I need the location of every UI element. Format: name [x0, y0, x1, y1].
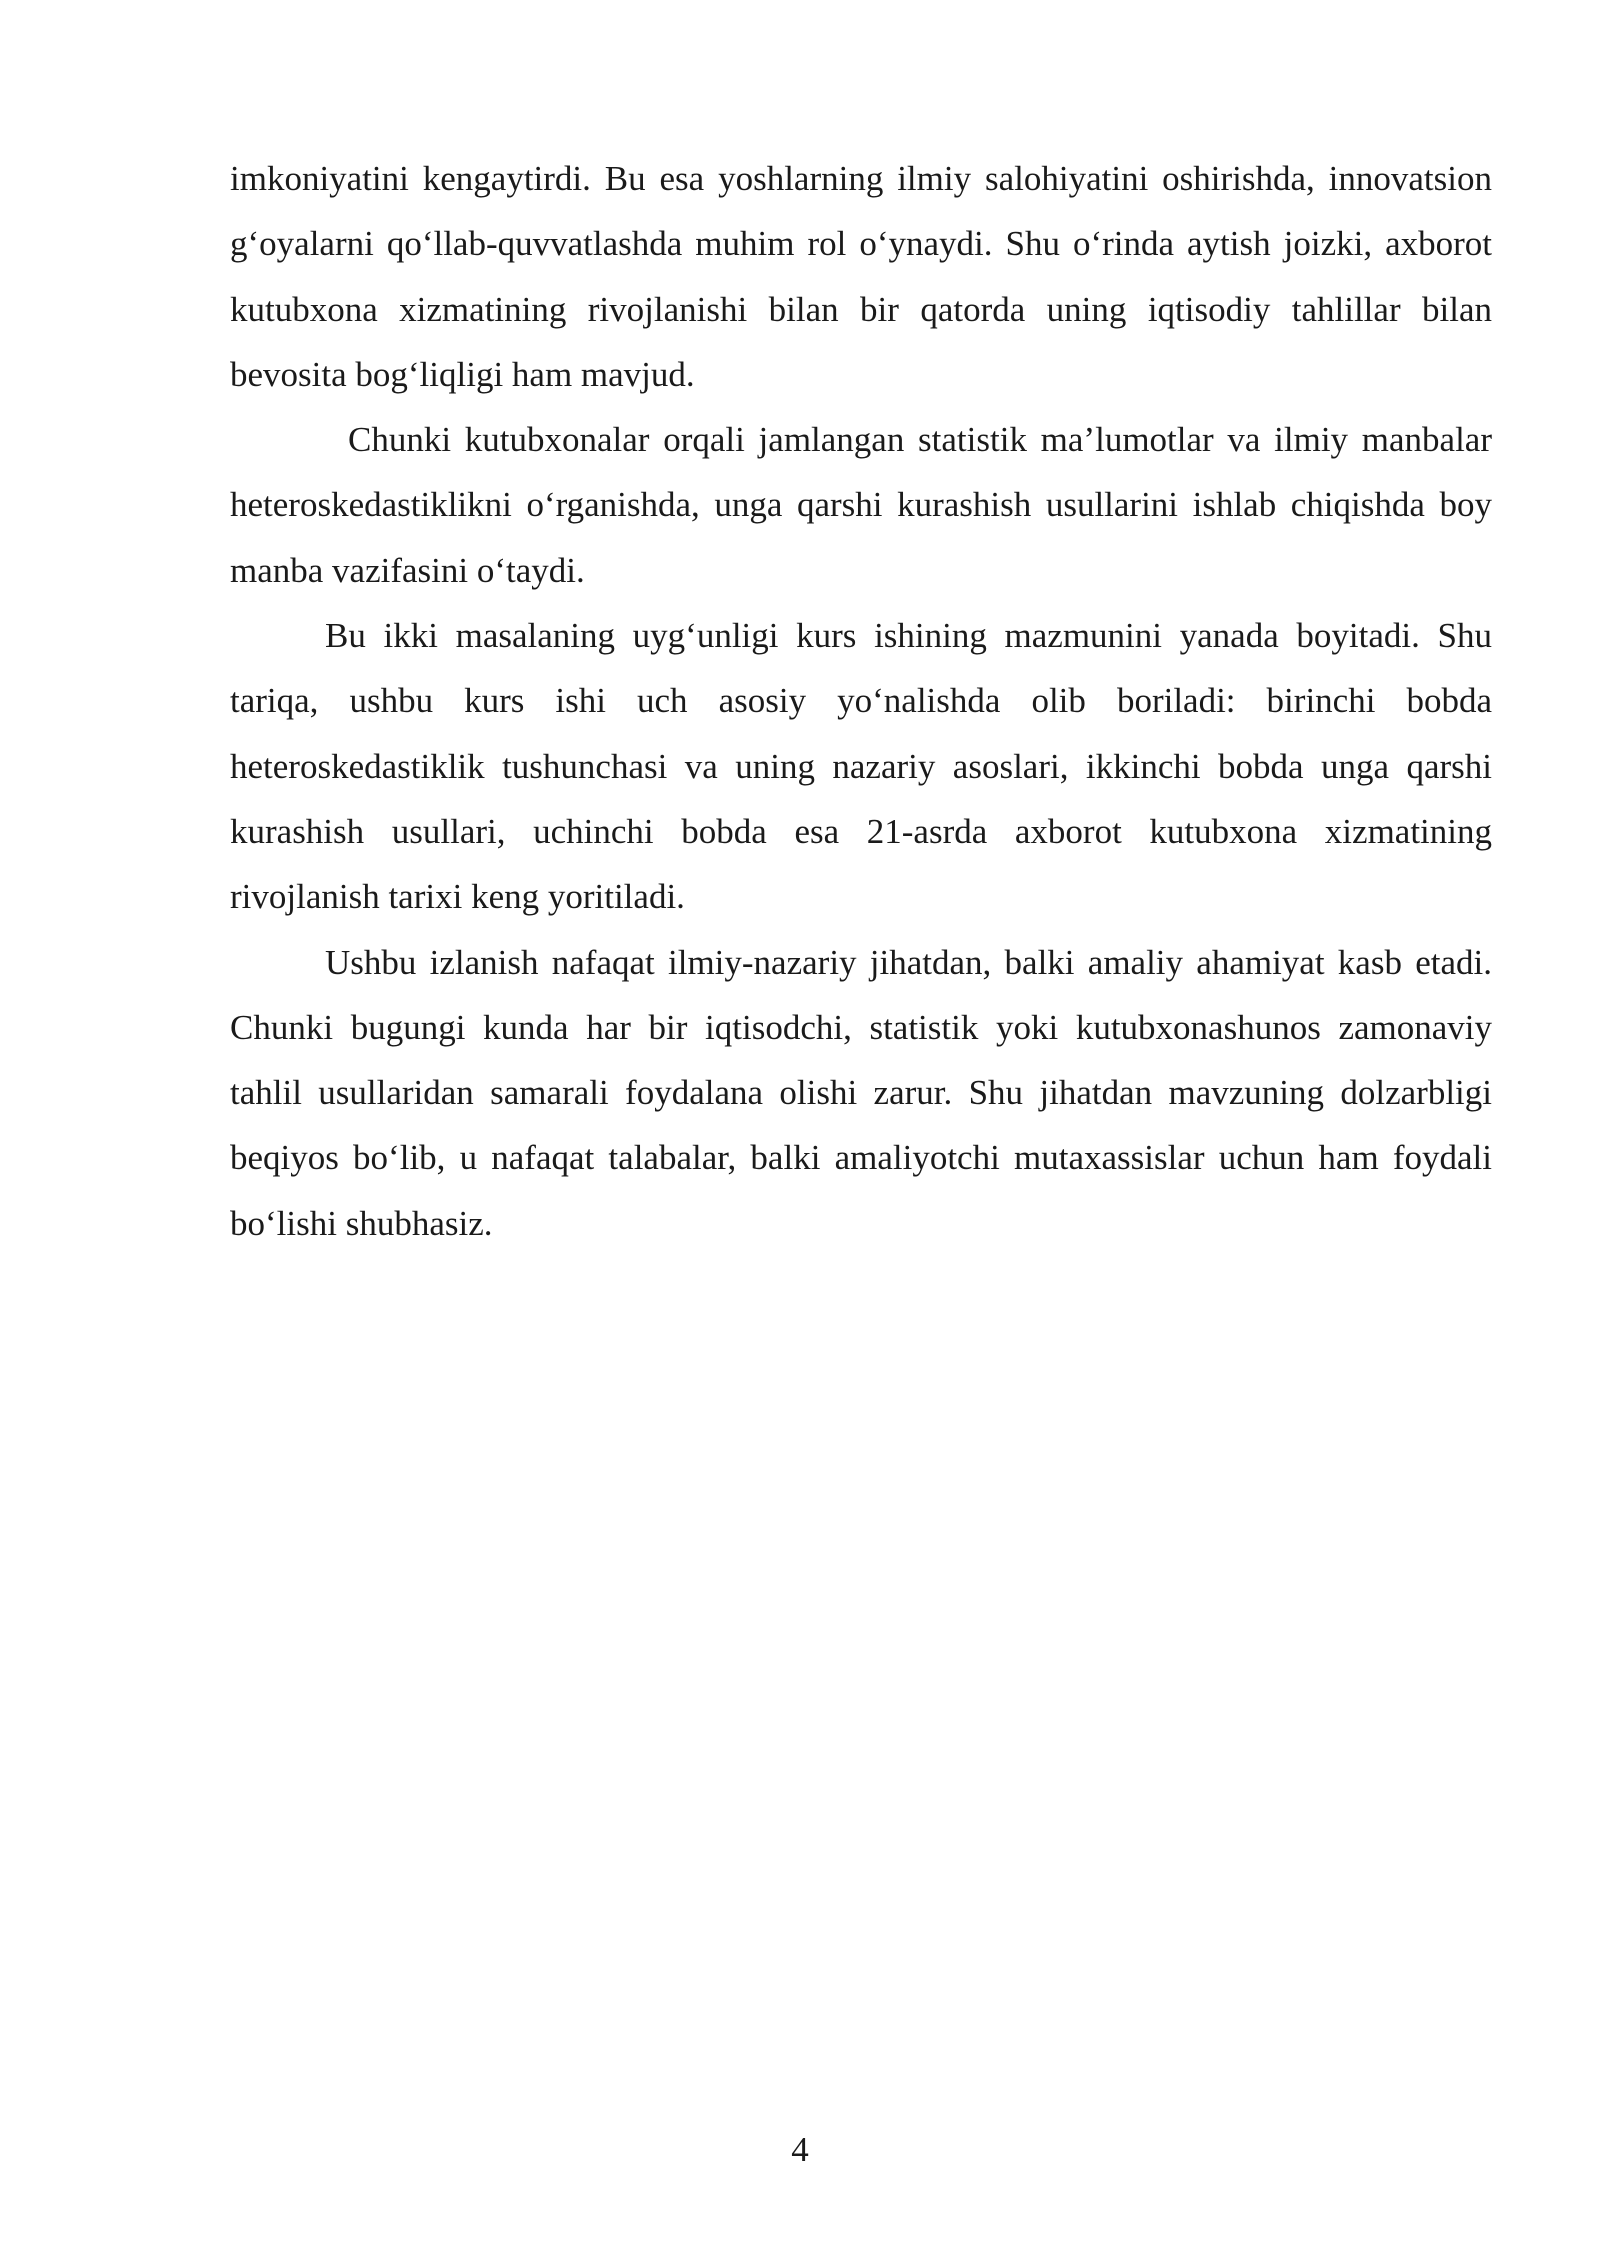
- paragraph-3: Bu ikki masalaning uyg‘unligi kurs ishining mazmunini yanada boyitadi. Shu tariqa, ushbu kurs ishi uch asosiy yo‘nalishda olib boriladi: birinchi bobda heteroskedastiklik tushunchasi va uning nazariy asoslari, ikkinchi bobda unga qarshi kurashish usullari, uchinchi bobda esa 21-asrda axborot kutubxona xizmatining rivojlanish tarixi keng yoritiladi.: [230, 616, 1492, 917]
- paragraph-4: Ushbu izlanish nafaqat ilmiy-nazariy jihatdan, balki amaliy ahamiyat kasb etadi. Chunki bugungi kunda har bir iqtisodchi, statistik yoki kutubxonashunos zamonaviy tahlil usullaridan samarali foydalana olishi zarur. Shu jihatdan mavzuning dolzarbligi beqiyos bo‘lib, u nafaqat talabalar, balki amaliyotchi mutaxassislar uchun ham foydali bo‘lishi shubhasiz.: [230, 942, 1492, 1243]
- page-number: 4: [791, 2130, 809, 2169]
- body-text: [230, 146, 1492, 1256]
- paragraph-1: imkoniyatini kengaytirdi. Bu esa yoshlarning ilmiy salohiyatini oshirishda, innovatsion g‘oyalarni qo‘llab-quvvatlashda muhim rol o‘ynaydi. Shu o‘rinda aytish joizki, axborot kutubxona xizmatining rivojlanishi bilan bir qatorda uning iqtisodiy tahlillar bilan bevosita bog‘liqligi ham mavjud.: [230, 159, 1492, 394]
- paragraph-2: Chunki kutubxonalar orqali jamlangan statistik ma’lumotlar va ilmiy manbalar heteroskedastiklikni o‘rganishda, unga qarshi kurashish usullarini ishlab chiqishda boy manba vazifasini o‘taydi.: [230, 420, 1492, 590]
